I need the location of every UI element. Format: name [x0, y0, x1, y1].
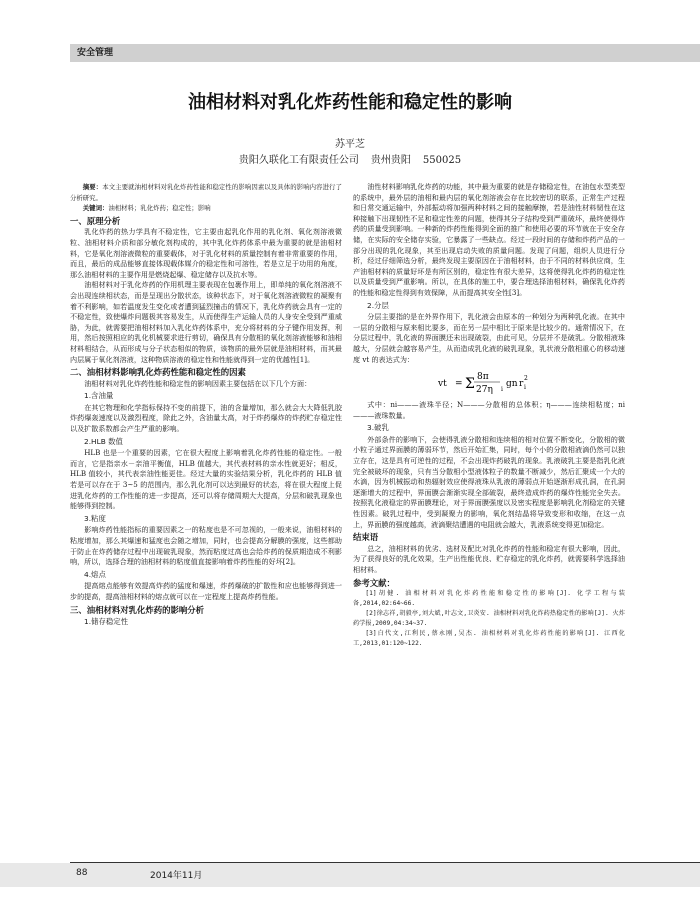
paragraph: 外部条件的影响下，会使得乳液分散相和连续相的相对位置不断变化，分散相的微小粒子通过界面膜的薄弱环节，然后开始汇集，同时，每个小的分散相液滴仍然可以独立存在，这是具有可逆性的过程，不会出现炸药破乳的现象。乳液破乳主要是指乳化液完全被破坏的现象，只有当分散相小型液体粒子的数量不断减少，然后汇聚成一个大的水滴，因为机械振动和热辐射效应使得液珠从乳液的薄弱点开始逐渐形成孔洞，在孔洞逐渐增大的过程中，界面膜会渐渐实现全部破裂，最终造成炸药的爆炸性能完全失去。按照乳化液稳定的界面膜理论，对于界面膜强度以及密实程度是影响乳化剂稳定的关键性因素。破乳过程中，受到凝聚力的影响，氧化剂结晶将导致变形和收缩，在这一点上，界面膜的强度越高，液滴聚结遭遇的电阻就会越大，乳液系统变得更加稳定。: [353, 434, 625, 529]
affiliation-place: 贵州贵阳: [370, 155, 411, 166]
subheading-melting-point: 4.熔点: [84, 569, 106, 579]
affiliation-zip: 550025: [422, 155, 462, 166]
page-number: 88: [76, 868, 88, 878]
paragraph: 在其它物理和化学指标保持不变的前提下，油的含量增加，那么就会大大降低乳胶炸药爆轰速度以及激烈程度，除此之外，含油量太高，对于炸药爆炸的炸药贮存稳定性以及扩散系数都会产生严重的影响。: [70, 402, 342, 434]
reference-item: [3]白代文,江利民,蔡永刚,吴杰. 油相材料对乳化炸药性能的影响[J]. 江西化工,2013,01:120~122.: [353, 630, 625, 648]
heading-references: 参考文献：: [353, 577, 395, 588]
issue-date: 2014年11月: [150, 871, 203, 881]
footer-rule: [70, 862, 700, 863]
subheading-demulsification: 3.破乳: [367, 423, 389, 433]
paragraph: 油相材料对乳化炸药性能和稳定性的影响因素主要包括在以下几个方面：: [84, 378, 312, 388]
subheading-storage: 1.储存稳定性: [84, 617, 129, 627]
heading-analysis: 三、油相材料对乳化炸药的影响分析: [70, 604, 204, 615]
left-column: [70, 182, 342, 837]
paper-title: 油相材料对乳化炸药性能和稳定性的影响: [188, 92, 512, 113]
affiliation-org: 贵阳久联化工有限责任公司: [238, 155, 359, 166]
heading-factors: 二、油相材料影响乳化炸药性能和稳定性的因素: [70, 367, 246, 378]
subheading-layering: 2.分层: [367, 300, 389, 310]
formula-legend: 式中：ni———液珠半径；N———分散相的总体积；η———连续相粘度；ni———液珠数量。: [353, 400, 625, 420]
paragraph: HLB 也是一个重要的因素，它在很大程度上影响着乳化炸药性能的稳定性。一般而言，它是指亲水－亲油平衡值，HLB 值越大，其代表材料的亲水性就更好；相反，HLB 值较小，其代表亲油性能更佳。经过大量的实验结果分析，乳化炸药的 HLB 值若是可以存在于 3~5 的范围内，那么乳化剂可以达到最好的状态，将在很大程度上促进乳化炸药的工作性能的进一步提高，还可以将存储周期大大提高，分层和破乳现象也能够得到控制。: [70, 448, 342, 511]
keywords-text: 油相材料；乳化炸药；稳定性；影响: [108, 204, 211, 213]
paragraph: 总之，油相材料的优劣、选材及配比对乳化炸药的性能和稳定有很大影响，因此，为了获得良好的乳化效果，生产出性能优良、贮存稳定的乳化炸药，就需要科学选择油相材料。: [353, 543, 625, 574]
heading-conclusion: 结束语: [353, 532, 379, 543]
reference-item: [1]胡健. 油相材料对乳化炸药性能和稳定性的影响[J]. 化学工程与装备,2014,02:64~66.: [353, 590, 625, 608]
paragraph: 油性材料影响乳化炸药的功能，其中最为重要的就是存储稳定性，在油包水型类型的系统中，最外层的油相和最内层的氧化剂溶液会存在比较密切的联系，正常生产过程和日常交通运输中，外部振动将加强两种材料之间的接触摩擦，若是油性材料韧性在这种接触下出现韧性不足和稳定性差的问题，使得其分子结构受到严重破坏，最终使得炸药的质量受到影响。一种新的炸药性能得到全面的推广和使用必要的环节就在于安全存储，在实际的安全储存实验，它暴露了一些缺点。经过一段时间的存储和炸药产品的一部分出现的乳化现象，其至出现启动失败的质量问题。发现了问题，组织人员进行分析，经过仔细筛选分析，最终发现主要原因在于油相材料，由于不同的材料供应商，生产油相材料的质量好坏是有所区别的，稳定性有很大差异，这将使得乳化炸药的稳定性以及质量受到严重影响。所以，在具体的施工中，要合理选择油相材料，确保乳化炸药的性能和稳定性得到有效保障，从而提高其安全性[3]。: [353, 182, 625, 297]
section-tag: 安全管理: [77, 48, 114, 58]
paragraph: 影响炸药性能指标的重要因素之一的粘度也是不可忽视的，一般来说，油相材料的粘度增加，那么其爆速和猛度也会随之增加，同时，也会提高分解膜的强度，这些都助于防止在炸药储存过程中出现破乳现象，然而粘度过高也会给炸药的保质期造成不利影响，所以，选择合理的油相材料的粘度值直接影响着炸药性能的好坏[2]。: [70, 525, 342, 567]
right-column: [353, 182, 625, 837]
svg-text:=: =: [455, 379, 463, 390]
abstract: [70, 182, 342, 203]
reference-item: [2]徐志祥,胡毅亭,刘大斌,叶志文,卫炎安. 油相材料对乳化炸药热稳定性的影响[J]. 火炸药学报,2009,04:34~37.: [353, 610, 625, 628]
formula: [353, 369, 625, 397]
formula-term: gn: [506, 379, 518, 390]
formula-den: 27η: [476, 385, 493, 396]
formula-exp: 2: [524, 375, 528, 383]
paragraph: 油相材料对于乳化炸药的作用机理主要表现在包裹作用上，即单纯的氧化剂溶液不会出现连续相状态，而是呈现出分散状态，该种状态下，对于氧化剂溶液微粒的凝聚有着不利影响，如若温度发生变化或者遭到猛烈撞击的情况下，乳化炸药就会具有一定的不稳定性，致使爆炸问题极其容易发生，从而使得生产运输人员的人身安全受到严重威胁，为此，就需要把油相材料加入乳化炸药体系中，充分将材料的分子键作用发挥，利用，然后按照相应的乳化机械要求进行剪切，确保具有分散相的氧化剂溶液能够和油相材料相结合，从而形成与分子状态相似的物质，该物质的最外层就是油相材料，而其最内层属于氧化剂溶液，这种物质溶液的稳定性和性能就得到一定的优越性[1]。: [70, 280, 342, 364]
formula-lhs: vt: [438, 379, 447, 390]
heading-principle: 一、原理分析: [70, 215, 121, 226]
abstract-label: 摘要：: [82, 183, 103, 191]
abstract-text: 本文主要就油相材料对乳化炸药性能和稳定性的影响因素以及具体的影响内容进行了分析研究。: [70, 183, 342, 202]
paragraph: 提高熔点能够有效提高炸药的猛度和爆速，炸药爆破的扩散性和应也能够得到进一步的提高，提高油相材料的熔点就可以在一定程度上提高炸药性能。: [70, 581, 342, 601]
formula-sub: i: [501, 386, 503, 394]
keywords-label: 关键词：: [82, 204, 109, 213]
subheading-oil-content: 1.含油量: [84, 391, 114, 401]
formula-sup: r: [519, 379, 524, 390]
subheading-hlb: 2.HLB 数值: [84, 436, 123, 446]
keywords: [70, 203, 342, 214]
author: 苏平芝: [335, 139, 365, 150]
subheading-viscosity: 3.粘度: [84, 513, 106, 523]
affiliation: [0, 151, 700, 166]
footer-band: [0, 863, 700, 887]
svg-text:Σ: Σ: [465, 376, 475, 393]
formula-coef: 8π: [477, 372, 489, 383]
formula-graphic: [438, 369, 558, 397]
header-band: [70, 44, 700, 62]
formula-sub2: i: [524, 384, 526, 392]
paragraph: 乳化炸药的热力学具有不稳定性，它主要由起乳化作用的乳化剂、氧化剂溶液微粒、油相材料介质和部分敏化剂构成的，其中乳化炸药体系中最为重要的就是油相材料，它是氧化剂溶液微粒的重要载体，对于乳化材料的质量控制有着非常重要的作用，而且，最后的成品能够直接体现载体媒介的稳定性和可溶性，若是立足于功用的角度，那么油相材料的主要作用是燃烧起爆、稳定储存以及抗水等。: [70, 227, 342, 279]
paragraph: 分层主要指的是在外界作用下，乳化液会由原本的一种划分为两种乳化液。在其中一层的分散相与原来相比要多，而在另一层中相比于原来是比较少的。通常情况下，在分层过程中，乳化液的界面膜还未出现破裂，由此可见，分层并不是破乳。分散相液珠越大，分层就会越容易产生，从而造成乳化液的破乳现象，乳状液分散相重心的移动速度 vt 的表达式为：: [353, 312, 625, 364]
